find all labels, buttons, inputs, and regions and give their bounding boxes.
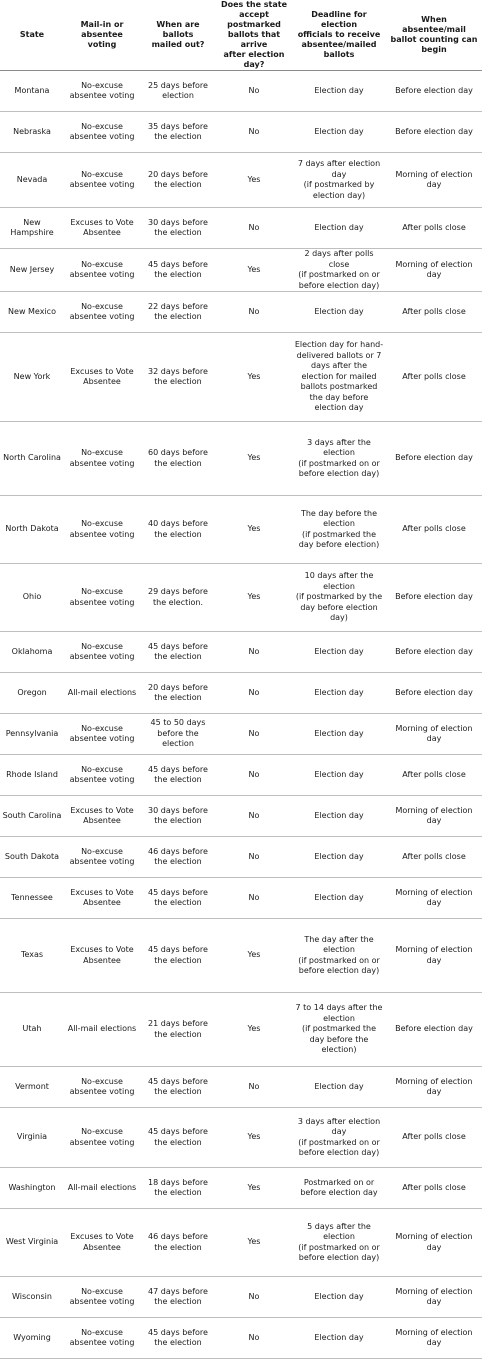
state-cell: Texas <box>0 919 64 993</box>
voting-type-cell: No-excuse absentee voting <box>64 1067 140 1108</box>
state-cell: South Dakota <box>0 837 64 878</box>
ballots-mailed-cell: 45 days before the election <box>140 632 216 673</box>
receive-deadline-cell: Election day <box>292 632 386 673</box>
counting-begins-cell: Morning of election day <box>386 714 482 755</box>
table-row <box>0 837 482 878</box>
table-row <box>0 249 482 292</box>
receive-deadline-cell: Election day <box>292 878 386 919</box>
state-cell: New Mexico <box>0 292 64 333</box>
table-row <box>0 1168 482 1209</box>
ballots-mailed-cell: 45 days before the election <box>140 1318 216 1359</box>
counting-begins-cell: Before election day <box>386 422 482 496</box>
postmarked-accepted-cell: Yes <box>216 1108 292 1168</box>
ballots-mailed-cell: 22 days before the election <box>140 292 216 333</box>
table-row <box>0 1209 482 1277</box>
ballots-mailed-cell: 60 days before the election <box>140 422 216 496</box>
table-row <box>0 673 482 714</box>
counting-begins-cell: Before election day <box>386 632 482 673</box>
ballots-mailed-cell: 46 days before the election <box>140 1209 216 1277</box>
receive-deadline-cell: 5 days after the election (if postmarked on or before election day) <box>292 1209 386 1277</box>
postmarked-accepted-cell: Yes <box>216 333 292 422</box>
postmarked-accepted-cell: No <box>216 673 292 714</box>
postmarked-accepted-cell: No <box>216 878 292 919</box>
receive-deadline-cell: Election day for hand- delivered ballots or 7 days after the election for mailed ballots postmarked the day before election day <box>292 333 386 422</box>
state-cell: Ohio <box>0 564 64 632</box>
voting-type-cell: No-excuse absentee voting <box>64 496 140 564</box>
state-cell: Oklahoma <box>0 632 64 673</box>
voting-type-cell: No-excuse absentee voting <box>64 1277 140 1318</box>
state-cell: Virginia <box>0 1108 64 1168</box>
postmarked-accepted-cell: No <box>216 112 292 153</box>
table-row <box>0 714 482 755</box>
receive-deadline-cell: 7 days after election day (if postmarked by election day) <box>292 153 386 208</box>
counting-begins-cell: Morning of election day <box>386 878 482 919</box>
voting-type-cell: Excuses to Vote Absentee <box>64 333 140 422</box>
state-cell: Pennsylvania <box>0 714 64 755</box>
postmarked-accepted-cell: No <box>216 755 292 796</box>
ballots-mailed-cell: 30 days before the election <box>140 208 216 249</box>
voting-type-cell: No-excuse absentee voting <box>64 153 140 208</box>
table-row <box>0 1067 482 1108</box>
receive-deadline-cell: Postmarked on or before election day <box>292 1168 386 1209</box>
table-row <box>0 208 482 249</box>
counting-begins-cell: Before election day <box>386 673 482 714</box>
state-cell: South Carolina <box>0 796 64 837</box>
counting-begins-cell: After polls close <box>386 292 482 333</box>
receive-deadline-cell: Election day <box>292 1318 386 1359</box>
voting-type-cell: No-excuse absentee voting <box>64 837 140 878</box>
counting-begins-cell: Morning of election day <box>386 796 482 837</box>
postmarked-accepted-cell: Yes <box>216 422 292 496</box>
ballots-mailed-cell: 45 days before the election <box>140 755 216 796</box>
counting-begins-cell: After polls close <box>386 1168 482 1209</box>
postmarked-accepted-cell: Yes <box>216 1209 292 1277</box>
postmarked-accepted-cell: No <box>216 837 292 878</box>
postmarked-accepted-cell: No <box>216 71 292 112</box>
counting-begins-cell: Before election day <box>386 71 482 112</box>
voting-type-cell: No-excuse absentee voting <box>64 292 140 333</box>
postmarked-accepted-cell: Yes <box>216 153 292 208</box>
counting-begins-cell: Before election day <box>386 993 482 1067</box>
state-cell: Vermont <box>0 1067 64 1108</box>
voting-type-cell: No-excuse absentee voting <box>64 422 140 496</box>
table-row <box>0 71 482 112</box>
counting-begins-cell: After polls close <box>386 837 482 878</box>
ballots-mailed-cell: 29 days before the election. <box>140 564 216 632</box>
voting-type-cell: Excuses to Vote Absentee <box>64 919 140 993</box>
ballots-mailed-cell: 45 to 50 days before the election <box>140 714 216 755</box>
ballots-mailed-cell: 45 days before the election <box>140 878 216 919</box>
state-cell: Rhode Island <box>0 755 64 796</box>
receive-deadline-cell: Election day <box>292 112 386 153</box>
state-cell: Utah <box>0 993 64 1067</box>
counting-begins-cell: After polls close <box>386 496 482 564</box>
voting-type-cell: All-mail elections <box>64 673 140 714</box>
ballots-mailed-cell: 45 days before the election <box>140 919 216 993</box>
receive-deadline-cell: 3 days after the election (if postmarked on or before election day) <box>292 422 386 496</box>
voting-type-cell: No-excuse absentee voting <box>64 71 140 112</box>
state-cell: North Carolina <box>0 422 64 496</box>
state-cell: Wisconsin <box>0 1277 64 1318</box>
counting-begins-cell: Morning of election day <box>386 1277 482 1318</box>
voting-type-cell: No-excuse absentee voting <box>64 112 140 153</box>
counting-begins-cell: Morning of election day <box>386 153 482 208</box>
state-cell: West Virginia <box>0 1209 64 1277</box>
table-row <box>0 796 482 837</box>
receive-deadline-cell: Election day <box>292 292 386 333</box>
ballots-mailed-cell: 25 days before election <box>140 71 216 112</box>
state-cell: Nebraska <box>0 112 64 153</box>
voting-type-cell: No-excuse absentee voting <box>64 755 140 796</box>
receive-deadline-cell: Election day <box>292 796 386 837</box>
header-receive-deadline: Deadline for election officials to receive absentee/mailed ballots <box>292 0 386 71</box>
ballots-mailed-cell: 35 days before the election <box>140 112 216 153</box>
postmarked-accepted-cell: No <box>216 632 292 673</box>
counting-begins-cell: Morning of election day <box>386 1067 482 1108</box>
counting-begins-cell: Morning of election day <box>386 1209 482 1277</box>
receive-deadline-cell: Election day <box>292 71 386 112</box>
receive-deadline-cell: 7 to 14 days after the election (if postmarked the day before the election) <box>292 993 386 1067</box>
voting-type-cell: Excuses to Vote Absentee <box>64 796 140 837</box>
counting-begins-cell: Morning of election day <box>386 1318 482 1359</box>
table-row <box>0 564 482 632</box>
receive-deadline-cell: 10 days after the election (if postmarked by the day before election day) <box>292 564 386 632</box>
state-cell: Montana <box>0 71 64 112</box>
state-cell: North Dakota <box>0 496 64 564</box>
receive-deadline-cell: Election day <box>292 1277 386 1318</box>
state-cell: New York <box>0 333 64 422</box>
state-cell: New Jersey <box>0 249 64 292</box>
postmarked-accepted-cell: No <box>216 208 292 249</box>
table-header <box>0 0 482 71</box>
table-row <box>0 422 482 496</box>
table-row <box>0 1318 482 1359</box>
receive-deadline-cell: Election day <box>292 714 386 755</box>
counting-begins-cell: Before election day <box>386 112 482 153</box>
postmarked-accepted-cell: No <box>216 292 292 333</box>
receive-deadline-cell: Election day <box>292 837 386 878</box>
postmarked-accepted-cell: No <box>216 796 292 837</box>
table-row <box>0 292 482 333</box>
voting-type-cell: Excuses to Vote Absentee <box>64 1209 140 1277</box>
postmarked-accepted-cell: Yes <box>216 496 292 564</box>
counting-begins-cell: Before election day <box>386 564 482 632</box>
postmarked-accepted-cell: Yes <box>216 993 292 1067</box>
ballots-mailed-cell: 30 days before the election <box>140 796 216 837</box>
voting-type-cell: No-excuse absentee voting <box>64 249 140 292</box>
receive-deadline-cell: The day after the election (if postmarked on or before election day) <box>292 919 386 993</box>
counting-begins-cell: After polls close <box>386 1108 482 1168</box>
ballots-mailed-cell: 47 days before the election <box>140 1277 216 1318</box>
counting-begins-cell: After polls close <box>386 333 482 422</box>
postmarked-accepted-cell: No <box>216 1277 292 1318</box>
postmarked-accepted-cell: Yes <box>216 1168 292 1209</box>
table-body <box>0 71 482 1359</box>
ballots-mailed-cell: 46 days before the election <box>140 837 216 878</box>
table-row <box>0 112 482 153</box>
voting-type-cell: No-excuse absentee voting <box>64 1108 140 1168</box>
header-state: State <box>0 0 64 71</box>
receive-deadline-cell: Election day <box>292 208 386 249</box>
table-row <box>0 919 482 993</box>
voting-type-cell: No-excuse absentee voting <box>64 714 140 755</box>
voting-type-cell: No-excuse absentee voting <box>64 1318 140 1359</box>
voting-type-cell: All-mail elections <box>64 1168 140 1209</box>
table-row <box>0 1108 482 1168</box>
header-row <box>0 0 482 71</box>
voting-type-cell: Excuses to Vote Absentee <box>64 208 140 249</box>
ballots-mailed-cell: 32 days before the election <box>140 333 216 422</box>
state-cell: Oregon <box>0 673 64 714</box>
header-ballots-mailed: When are ballots mailed out? <box>140 0 216 71</box>
postmarked-accepted-cell: No <box>216 1318 292 1359</box>
counting-begins-cell: After polls close <box>386 208 482 249</box>
ballots-mailed-cell: 45 days before the election <box>140 249 216 292</box>
receive-deadline-cell: 2 days after polls close (if postmarked on or before election day) <box>292 249 386 292</box>
voting-type-cell: No-excuse absentee voting <box>64 632 140 673</box>
voting-type-cell: All-mail elections <box>64 993 140 1067</box>
table-row <box>0 878 482 919</box>
voting-type-cell: No-excuse absentee voting <box>64 564 140 632</box>
ballots-mailed-cell: 45 days before the election <box>140 1108 216 1168</box>
state-cell: Nevada <box>0 153 64 208</box>
counting-begins-cell: Morning of election day <box>386 919 482 993</box>
ballots-mailed-cell: 20 days before the election <box>140 153 216 208</box>
receive-deadline-cell: Election day <box>292 673 386 714</box>
table-row <box>0 333 482 422</box>
state-cell: Washington <box>0 1168 64 1209</box>
postmarked-accepted-cell: No <box>216 1067 292 1108</box>
postmarked-accepted-cell: Yes <box>216 564 292 632</box>
table-row <box>0 496 482 564</box>
receive-deadline-cell: Election day <box>292 1067 386 1108</box>
receive-deadline-cell: Election day <box>292 755 386 796</box>
header-voting-type: Mail-in or absentee voting <box>64 0 140 71</box>
table-row <box>0 1277 482 1318</box>
table-row <box>0 993 482 1067</box>
state-cell: Tennessee <box>0 878 64 919</box>
header-counting-begins: When absentee/mail ballot counting can begin <box>386 0 482 71</box>
postmarked-accepted-cell: No <box>216 714 292 755</box>
table-row <box>0 153 482 208</box>
postmarked-accepted-cell: Yes <box>216 249 292 292</box>
ballots-mailed-cell: 40 days before the election <box>140 496 216 564</box>
voting-type-cell: Excuses to Vote Absentee <box>64 878 140 919</box>
counting-begins-cell: After polls close <box>386 755 482 796</box>
postmarked-accepted-cell: Yes <box>216 919 292 993</box>
header-postmarked-accepted: Does the state accept postmarked ballots that arrive after election day? <box>216 0 292 71</box>
table-row <box>0 632 482 673</box>
table-row <box>0 755 482 796</box>
ballots-mailed-cell: 21 days before the election <box>140 993 216 1067</box>
receive-deadline-cell: The day before the election (if postmarked the day before election) <box>292 496 386 564</box>
counting-begins-cell: Morning of election day <box>386 249 482 292</box>
ballots-mailed-cell: 20 days before the election <box>140 673 216 714</box>
ballots-mailed-cell: 18 days before the election <box>140 1168 216 1209</box>
state-cell: New Hampshire <box>0 208 64 249</box>
state-cell: Wyoming <box>0 1318 64 1359</box>
receive-deadline-cell: 3 days after election day (if postmarked on or before election day) <box>292 1108 386 1168</box>
ballots-mailed-cell: 45 days before the election <box>140 1067 216 1108</box>
